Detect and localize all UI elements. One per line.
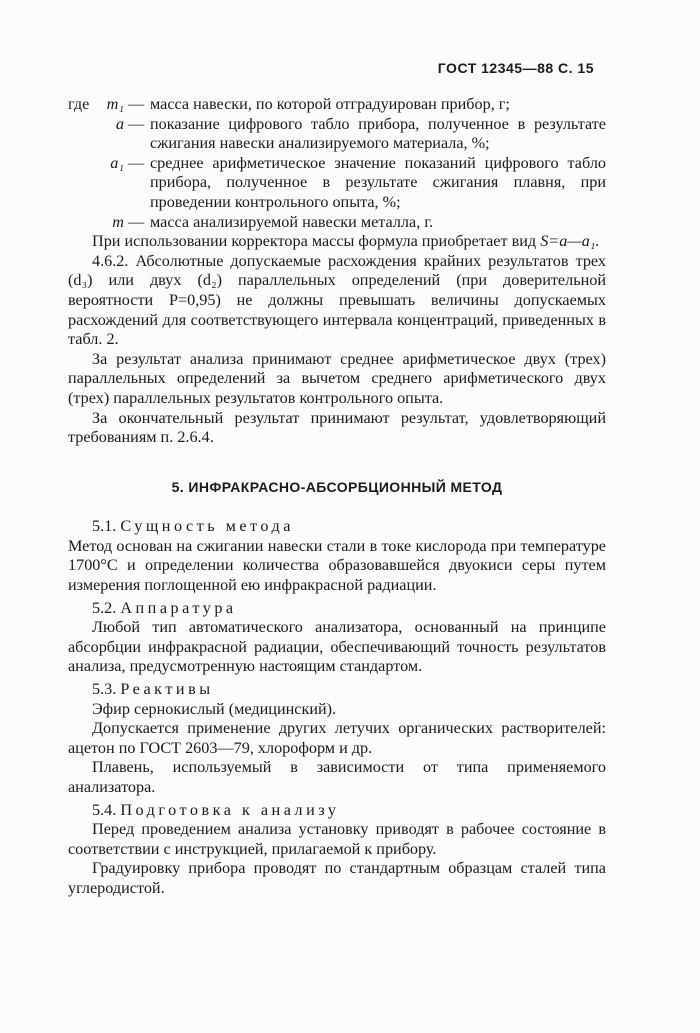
definition-m <box>68 213 606 233</box>
paragraph-4-6-2: 4.6.2. Абсолютные допускаемые расхождения крайних результатов трех (d₃) или двух (d₂) параллельных определений (при доверительной вероятности P=0,95) не должны превышать величины допускаемых расхождений для соответствующего интервала концентраций, приведенных в табл. 2. <box>68 251 606 349</box>
subsection-5-2-heading <box>68 599 606 619</box>
paragraph-5-2: Любой тип автоматического анализатора, основанный на принципе абсорбции инфракрасной радиации, обеспечивающий точность результатов анализа, предусмотренную настоящим стандартом. <box>68 618 606 676</box>
dash: — <box>128 212 145 231</box>
subsection-number: 5.3. <box>92 680 117 699</box>
subsection-5-4-heading <box>68 801 606 821</box>
variable-definitions <box>68 95 606 232</box>
definition-text: масса анализируемой навески металла, г. <box>150 212 434 231</box>
paragraph-5-4-setup: Перед проведением анализа установку приводят в рабочее состояние в соответствии с инструкцией, прилагаемой к прибору. <box>68 820 606 858</box>
definition-m1 <box>68 95 606 115</box>
formula: S=a—a₁. <box>540 232 600 251</box>
paragraph-corrector <box>68 232 606 252</box>
symbol: a <box>115 114 124 133</box>
page-header: ГОСТ 12345—88 С. 15 <box>437 60 594 76</box>
paragraph-result: За результат анализа принимают среднее арифметическое двух (трех) параллельных определений за вычетом среднего арифметического двух (трех) параллельных результатов контрольного опыта. <box>68 349 606 407</box>
paragraph-final: За окончательный результат принимают результат, удовлетворяющий требованиям п. 2.6.4. <box>68 408 606 447</box>
dash: — <box>128 114 145 133</box>
paragraph-5-1: Метод основан на сжигании навески стали в токе кислорода при температуре 1700°С и определении количества образовавшейся двуокиси серы путем измерения поглощенной ею инфракрасной радиации. <box>68 536 606 595</box>
symbol: m₁ <box>106 95 124 113</box>
definition-text: показание цифрового табло прибора, полученное в результате сжигания навески анализируемого материала, %; <box>150 114 606 153</box>
where-label: где <box>68 95 90 113</box>
paragraph-5-3-solvents: Допускается применение других летучих органических растворителей: ацетон по ГОСТ 2603—79, хлороформ и др. <box>68 719 606 757</box>
subsection-title: Сущность метода <box>120 517 294 536</box>
dash: — <box>128 153 145 172</box>
symbol: a₁ <box>110 153 124 172</box>
subsection-5-1-heading <box>68 517 606 537</box>
symbol: m <box>112 212 124 231</box>
subsection-title: Реактивы <box>120 680 214 699</box>
subsection-number: 5.2. <box>92 598 117 617</box>
subsection-title: Аппаратура <box>120 598 237 617</box>
subsection-number: 5.1. <box>92 517 117 536</box>
subsection-title: Подготовка к анализу <box>120 800 340 819</box>
section-heading: 5. ИНФРАКРАСНО-АБСОРБЦИОННЫЙ МЕТОД <box>171 478 503 495</box>
definition-text: масса навески, по которой отградуирован прибор, г; <box>150 95 510 113</box>
paragraph-5-3-flux: Плавень, используемый в зависимости от типа применяемого анализатора. <box>68 758 606 796</box>
definition-text: среднее арифметическое значение показаний цифрового табло прибора, полученное в результате сжигания плавня, при проведении контрольного опыта, %; <box>150 153 606 211</box>
document-body <box>68 95 606 899</box>
text: При использовании корректора массы формула приобретает вид <box>92 232 537 251</box>
paragraph-5-4-calibration: Градуировку прибора проводят по стандартным образцам сталей типа углеродистой. <box>68 859 606 897</box>
paragraph-5-3-ether: Эфир сернокислый (медицинский). <box>92 699 337 718</box>
definition-a <box>68 115 606 154</box>
dash: — <box>128 95 145 113</box>
subsection-number: 5.4. <box>92 800 117 819</box>
subsection-5-3-heading <box>68 680 606 700</box>
definition-a1 <box>68 154 606 213</box>
